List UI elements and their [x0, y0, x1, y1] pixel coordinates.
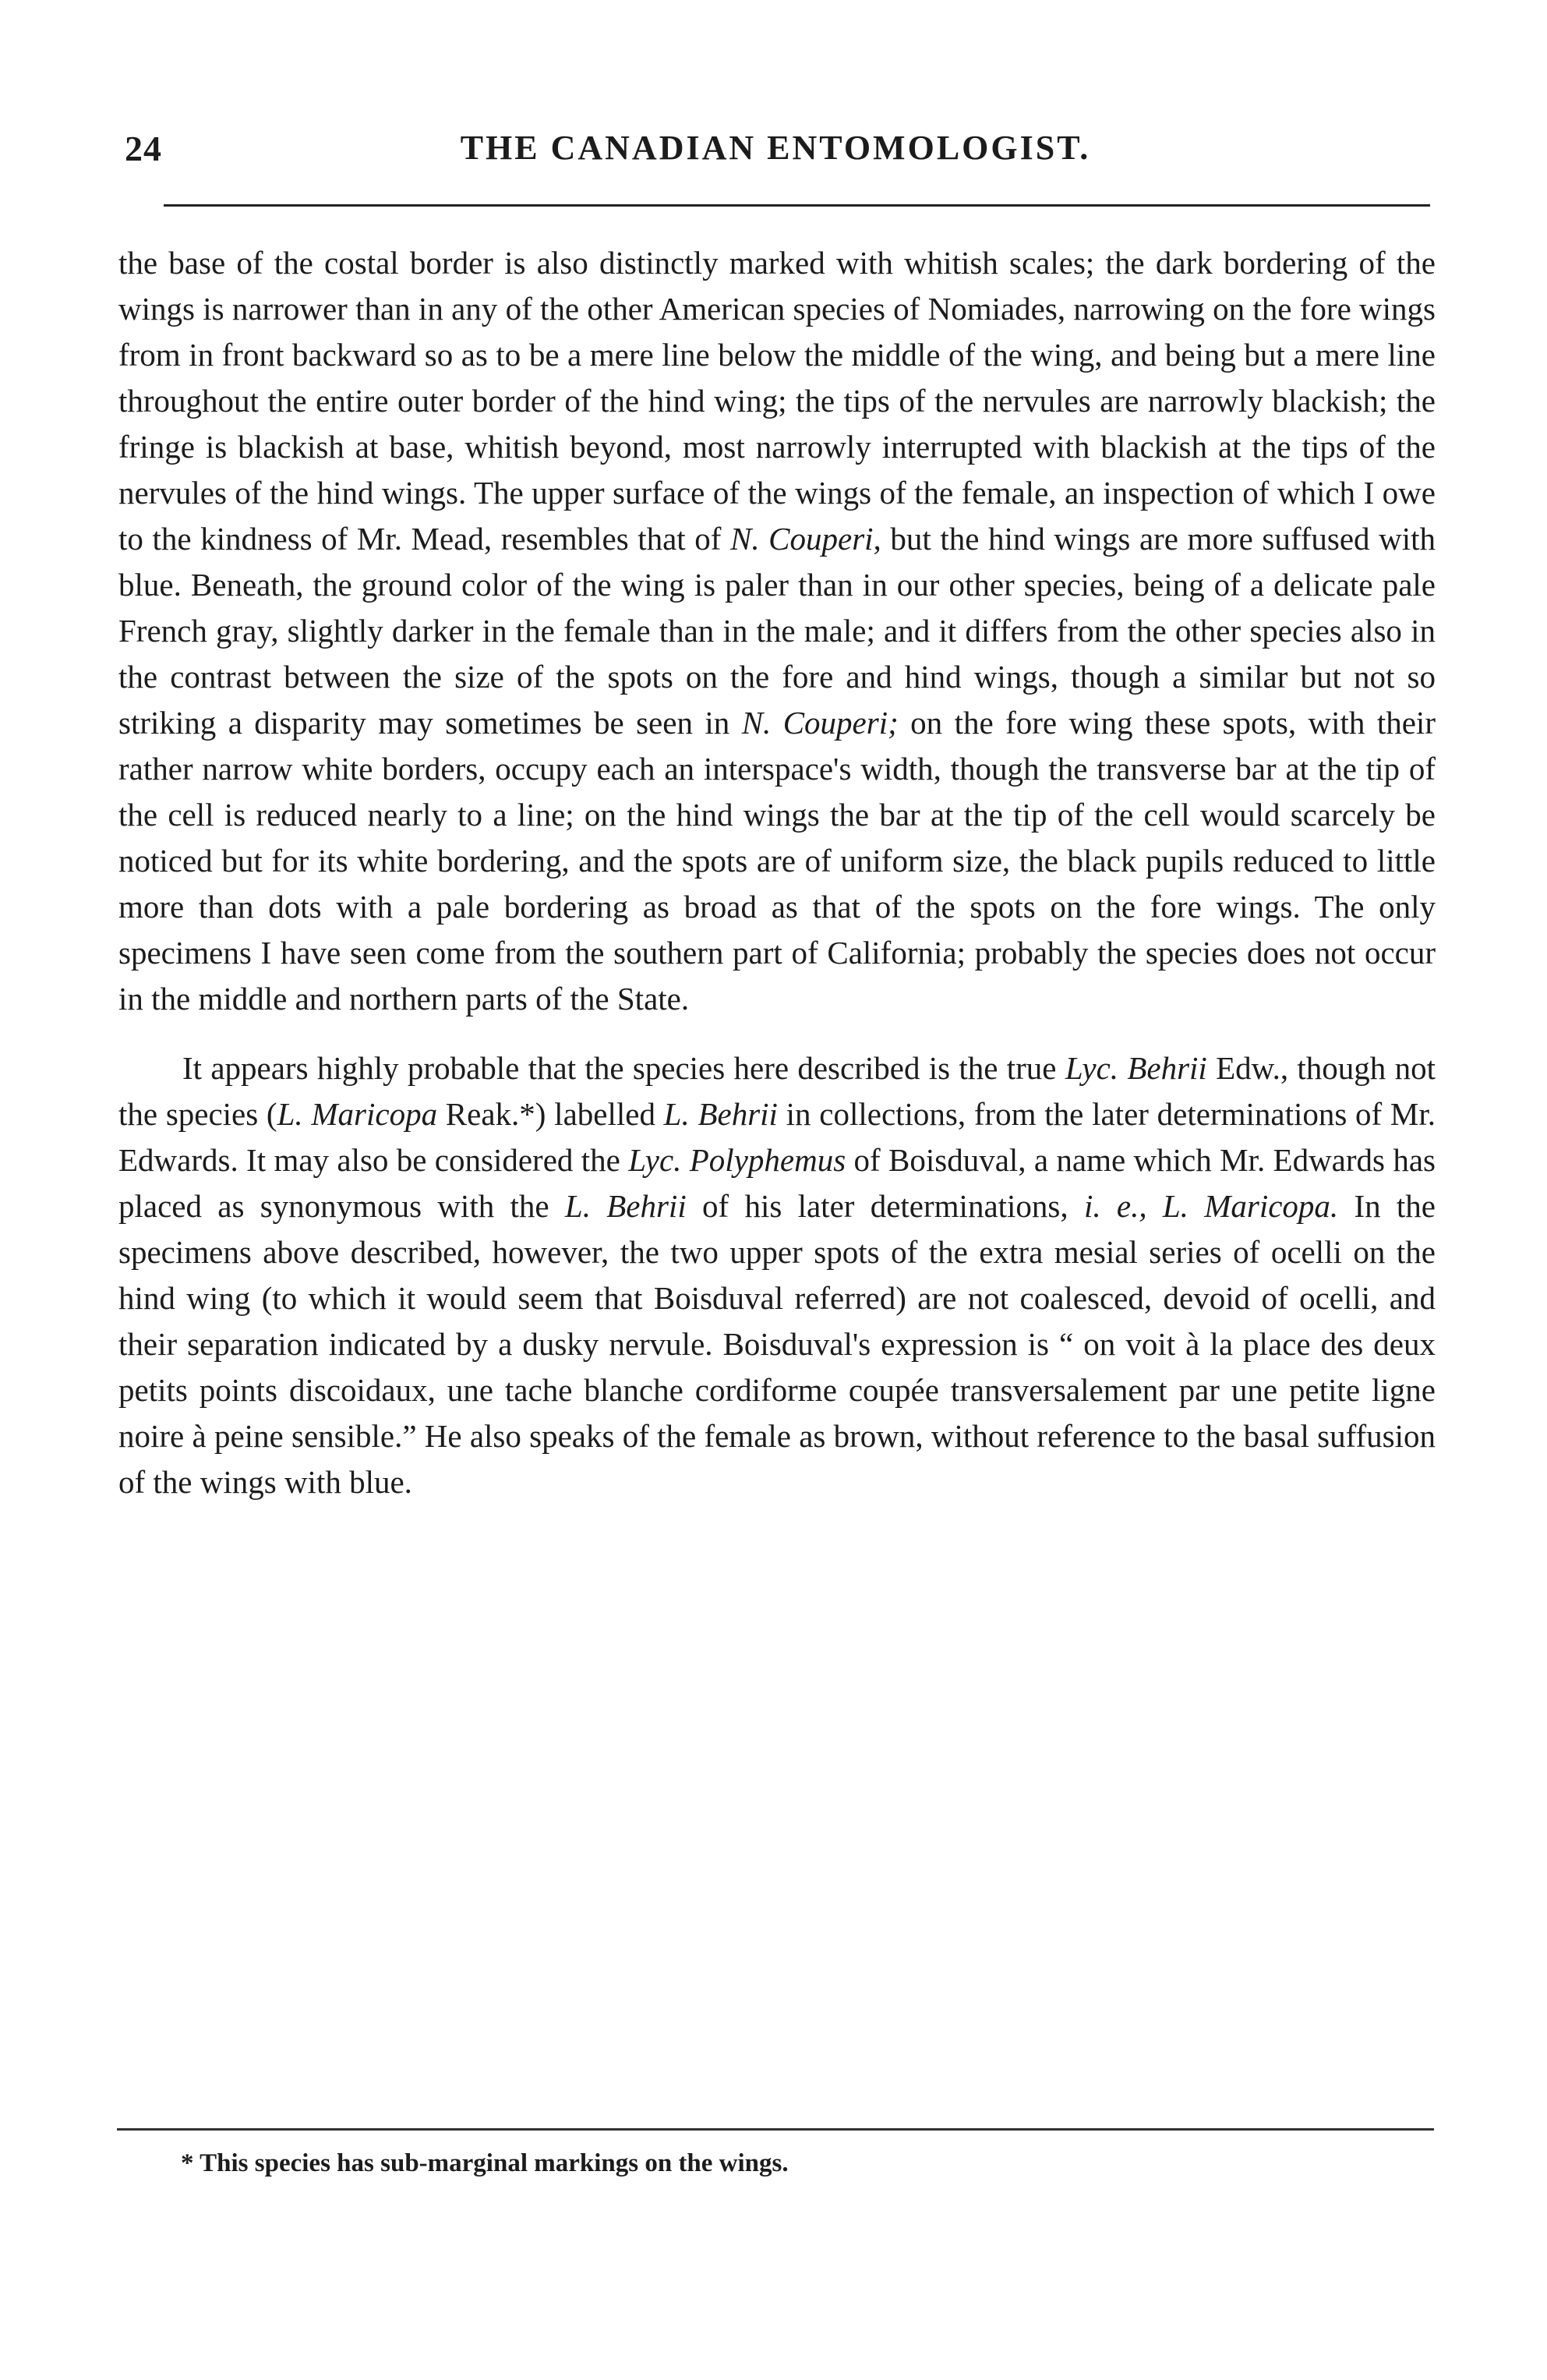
text-run: of his later determinations, — [686, 1188, 1084, 1224]
italic-species-name: L. Behrii — [663, 1096, 778, 1132]
paragraph-1 — [118, 240, 1436, 1022]
text-run: the base of the costal border is also distinctly marked with whitish scales; the dark bordering of the wings is narrower than in any of the other American species of Nomiades, narrowing on the fore wings from in front backward so as to be a mere line below the middle of the wing, and being but a mere line throughout the entire outer border of the hind wing; the tips of the nervules are narrowly blackish; the fringe is blackish at base, whitish beyond, most narrowly interrupted with blackish at the tips of the nervules of the hind wings. The upper surface of the wings of the female, an inspection of which I owe to the kindness of Mr. Mead, resembles that of — [118, 245, 1436, 557]
text-run: It appears highly probable that the species here described is the true — [182, 1050, 1065, 1086]
text-run: in collections, from the later determinations of Mr. Edwards. It may also be considered the — [118, 1096, 1436, 1178]
footnote: * This species has sub-marginal markings on the wings. — [181, 2149, 789, 2177]
italic-species-name: L. Behrii — [564, 1188, 687, 1224]
text-run: In the specimens above described, however, the two upper spots of the extra mesial series of ocelli on the hind wing (to which it would seem that Boisduval referred) are not coalesced, devoid of ocelli, and their separation indicated by a dusky nervule. Boisduval's expression is “ on voit à la place des deux petits points discoidaux, une tache blanche cordiforme coupée transversalement par une petite ligne noire à peine sensible.” He also speaks of the female as brown, without reference to the basal suffusion of the wings with blue. — [118, 1188, 1436, 1500]
italic-species-name: i. e., L. Maricopa. — [1083, 1188, 1339, 1224]
text-run: but the hind wings are more suffused with blue. Beneath, the ground color of the wing is paler than in our other species, being of a delicate pale French gray, slightly darker in the female than in the male; and it differs from the other species also in the contrast between the size of the spots on the fore and hind wings, though a similar but not so striking a disparity may sometimes be seen in — [118, 521, 1436, 741]
italic-species-name: Lyc. Polyphemus — [628, 1142, 846, 1178]
text-run: Reak.*) labelled — [437, 1096, 664, 1132]
italic-species-name: Lyc. Behrii — [1065, 1050, 1207, 1086]
italic-species-name: N. Couperi, — [729, 521, 881, 557]
header-rule — [164, 204, 1430, 207]
footnote-rule — [117, 2128, 1434, 2131]
text-run: Edw., though not the species ( — [118, 1050, 1436, 1132]
italic-species-name: N. Couperi; — [741, 705, 899, 741]
page-header — [117, 117, 1434, 179]
paragraph-2 — [118, 1045, 1436, 1505]
body-text — [118, 240, 1436, 1505]
running-title: THE CANADIAN ENTOMOLOGIST. — [460, 129, 1091, 167]
italic-species-name: L. Maricopa — [277, 1096, 438, 1132]
text-run: on the fore wing these spots, with their rather narrow white borders, occupy each an interspace's width, though the transverse bar at the tip of the cell is reduced nearly to a line; on the hind wings the bar at the tip of the cell would scarcely be noticed but for its white bordering, and the spots are of uniform size, the black pupils reduced to little more than dots with a pale bordering as broad as that of the spots on the fore wings. The only specimens I have seen come from the southern part of California; probably the species does not occur in the middle and northern parts of the State. — [118, 705, 1436, 1017]
page-number: 24 — [125, 129, 162, 168]
text-run: of Boisduval, a name which Mr. Edwards has placed as synonymous with the — [118, 1142, 1436, 1224]
